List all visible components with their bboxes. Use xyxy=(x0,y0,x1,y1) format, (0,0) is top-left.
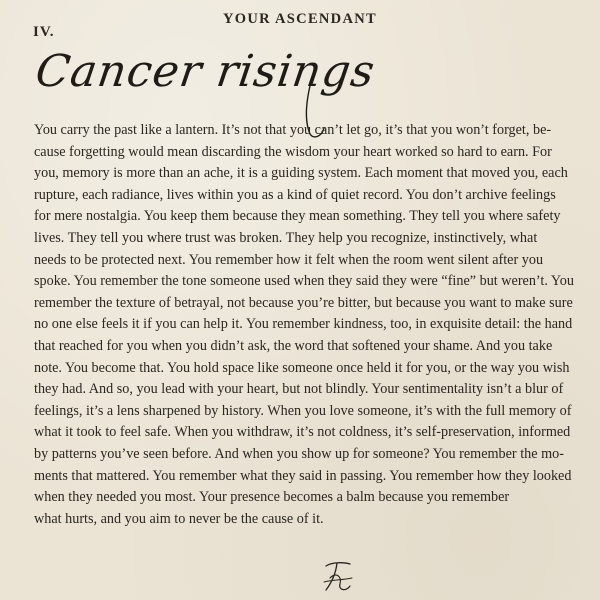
body-text xyxy=(34,120,574,530)
page-title: Cancer risings xyxy=(32,46,379,97)
body-line: remember the texture of betrayal, not because you’re bitter, but because you want to make sure xyxy=(34,294,573,311)
body-line: they had. And so, you lead with your heart, but not blindly. Your sentimentality isn’t a blur of xyxy=(34,381,564,398)
page-header-title: YOUR ASCENDANT xyxy=(223,11,377,27)
body-line: lives. They tell you where trust was broken. They help you recognize, instinctively, what xyxy=(34,229,538,246)
body-line: what it took to feel safe. When you withdraw, it’s not coldness, it’s self-preservation, informed xyxy=(34,424,571,441)
body-line: cause forgetting would mean discarding the wisdom your heart worked so hard to earn. For xyxy=(34,143,552,160)
body-line: for mere nostalgia. You keep them because they mean something. They tell you where safety xyxy=(34,208,561,225)
body-line: that reached for you when you didn’t ask, the word that softened your shame. And you take xyxy=(34,337,553,354)
body-line: what hurts, and you aim to never be the cause of it. xyxy=(34,510,324,527)
body-line: ments that mattered. You remember what they said in passing. You remember how they looked xyxy=(34,467,572,484)
body-line: note. You become that. You hold space like someone once held it for you, or the way you wish xyxy=(34,359,570,376)
body-line: feelings, it’s a lens sharpened by history. When you love someone, it’s with the full memory of xyxy=(34,402,572,419)
body-line: you, memory is more than an ache, it is a guiding system. Each moment that moved you, each xyxy=(34,165,568,182)
body-line: when they needed you most. Your presence becomes a balm because you remember xyxy=(34,489,510,506)
body-line: rupture, each radiance, lives within you as a kind of quiet record. You don’t archive feelings xyxy=(34,186,556,203)
body-line: needs to be protected next. You remember how it felt when the room went silent after you xyxy=(34,251,544,268)
body-line: no one else feels it if you can help it. You remember kindness, too, in exquisite detail: the hand xyxy=(34,316,573,333)
body-line: by patterns you’ve seen before. And when you show up for someone? You remember the mo- xyxy=(34,445,564,462)
body-line: spoke. You remember the tone someone used when they said they were “fine” but weren’t. You xyxy=(34,273,574,290)
section-number: IV. xyxy=(33,24,55,40)
monogram-icon xyxy=(318,558,356,594)
body-line: You carry the past like a lantern. It’s not that you can’t let go, it’s that you won’t forget, be- xyxy=(34,122,552,138)
